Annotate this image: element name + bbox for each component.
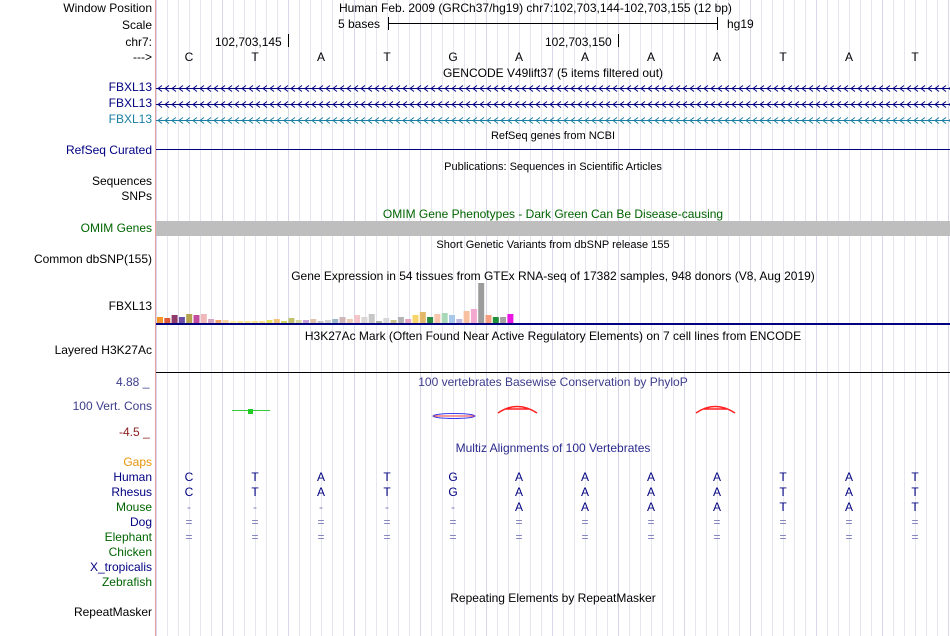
aligned-base: = — [251, 530, 259, 544]
gtex-tissue-bar — [230, 321, 236, 323]
scale-bar-right-tick — [717, 17, 718, 30]
aligned-base: = — [647, 530, 655, 544]
aligned-base: A — [514, 500, 523, 514]
aligned-base: T — [779, 470, 787, 484]
gtex-tissue-bar — [303, 320, 309, 323]
aligned-base: T — [911, 485, 919, 499]
gtex-tissue-bar — [252, 321, 258, 323]
aligned-base: A — [844, 485, 853, 499]
dna-base: A — [316, 50, 325, 64]
chrom-label: chr7: — [125, 35, 152, 49]
gtex-tissue-bar — [172, 315, 178, 323]
aligned-base: A — [316, 470, 325, 484]
gtex-tissue-bar — [471, 309, 477, 323]
gtex-tissue-bar — [376, 321, 382, 323]
window-position-value: Human Feb. 2009 (GRCh37/hg19) chr7:102,703,144-102,703,155 (12 bp) — [339, 1, 732, 15]
aligned-base: C — [184, 485, 194, 499]
repeatmasker-label[interactable]: RepeatMasker — [73, 605, 152, 619]
gtex-tissue-bar — [281, 321, 287, 323]
scale-bar-left-tick — [388, 17, 389, 30]
aligned-base: A — [580, 485, 589, 499]
coordinate-tick-label: 102,703,145 — [215, 35, 282, 49]
gtex-tissue-bar — [164, 318, 170, 323]
gtex-tissue-bar — [427, 317, 433, 323]
species-label[interactable]: Elephant — [104, 530, 152, 544]
gtex-tissue-bar — [442, 313, 448, 323]
dna-base: A — [712, 50, 721, 64]
gtex-tissue-bar — [267, 320, 273, 323]
gtex-tissue-bar — [296, 320, 302, 323]
h3k27ac-track-title[interactable]: H3K27Ac Mark (Often Found Near Active Regulatory Elements) on 7 cell lines from ENCODE — [304, 329, 802, 343]
gtex-tissue-bar — [354, 315, 360, 323]
dna-base: T — [251, 50, 259, 64]
coordinate-tick — [618, 34, 619, 47]
aligned-base: T — [383, 470, 391, 484]
aligned-base: T — [911, 500, 919, 514]
coordinate-tick — [288, 34, 289, 47]
gencode-gene-label[interactable]: FBXL13 — [108, 80, 152, 94]
gtex-tissue-bar — [201, 314, 207, 323]
aligned-base: = — [251, 515, 259, 529]
dna-base: T — [383, 50, 391, 64]
aligned-base: A — [646, 500, 655, 514]
omim-gene-feature[interactable] — [156, 221, 950, 236]
gtex-tissue-bar — [500, 317, 506, 323]
gencode-gene-label[interactable]: FBXL13 — [108, 112, 152, 126]
species-label[interactable]: Mouse — [115, 500, 152, 514]
repeatmasker-track-title[interactable]: Repeating Elements by RepeatMasker — [450, 591, 656, 605]
aligned-base: A — [514, 470, 523, 484]
gtex-expression-chart[interactable] — [156, 283, 950, 327]
window-position-label: Window Position — [63, 1, 152, 15]
aligned-base: G — [448, 485, 458, 499]
gtex-tissue-bar — [245, 321, 251, 323]
gtex-tissue-bar — [325, 320, 331, 323]
gtex-tissue-bar — [157, 317, 163, 323]
gtex-tissue-bar — [478, 283, 484, 323]
gtex-tissue-bar — [194, 315, 200, 323]
dna-base: A — [646, 50, 655, 64]
aligned-base: T — [779, 485, 787, 499]
aligned-base: G — [448, 470, 458, 484]
aligned-base: = — [845, 530, 853, 544]
aligned-base: A — [712, 485, 721, 499]
gtex-tissue-bar — [456, 319, 462, 323]
gtex-tissue-bar — [486, 315, 492, 323]
aligned-base: = — [449, 515, 457, 529]
species-label[interactable]: Dog — [129, 515, 152, 529]
dna-base: T — [779, 50, 787, 64]
aligned-base: = — [581, 515, 589, 529]
aligned-base: - — [253, 500, 257, 514]
aligned-base: A — [646, 485, 655, 499]
aligned-base: A — [580, 470, 589, 484]
omim-genes-label[interactable]: OMIM Genes — [80, 221, 152, 235]
species-label[interactable]: Human — [113, 470, 152, 484]
aligned-base: = — [185, 515, 193, 529]
h3k27ac-label[interactable]: Layered H3K27Ac — [54, 343, 152, 357]
conservation-label[interactable]: 100 Vert. Cons — [72, 399, 152, 413]
aligned-base: A — [646, 470, 655, 484]
aligned-base: T — [779, 500, 787, 514]
gtex-tissue-bar — [259, 321, 265, 323]
gencode-track-title[interactable]: GENCODE V49lift37 (5 items filtered out) — [442, 66, 664, 80]
aligned-base: - — [319, 500, 323, 514]
gtex-tissue-bar — [398, 317, 404, 323]
refseq-track-title[interactable]: RefSeq genes from NCBI — [490, 130, 616, 142]
gtex-tissue-bar — [493, 317, 499, 323]
gtex-tissue-bar — [186, 314, 192, 323]
coordinate-tick-label: 102,703,150 — [545, 35, 612, 49]
aligned-base: = — [647, 515, 655, 529]
conservation-mark — [696, 407, 735, 414]
aligned-base: A — [712, 500, 721, 514]
gtex-tissue-bar — [361, 317, 367, 323]
scale-right-text: hg19 — [727, 17, 754, 31]
species-label[interactable]: Rhesus — [111, 485, 152, 499]
conservation-mark — [498, 407, 537, 414]
dna-base: G — [448, 50, 458, 64]
aligned-base: = — [515, 515, 523, 529]
aligned-base: = — [317, 530, 325, 544]
gtex-tissue-bar — [383, 318, 389, 323]
gtex-tissue-bar — [318, 321, 324, 323]
aligned-base: = — [911, 515, 919, 529]
gtex-tissue-bar — [237, 321, 243, 323]
gtex-tissue-bar — [449, 315, 455, 323]
aligned-base: A — [580, 500, 589, 514]
publications-sequences-label[interactable]: Sequences — [91, 174, 152, 188]
dna-base: A — [580, 50, 589, 64]
aligned-base: - — [451, 500, 455, 514]
dbsnp-label[interactable]: Common dbSNP(155) — [33, 252, 152, 266]
aligned-base: T — [911, 470, 919, 484]
species-label[interactable]: Zebrafish — [101, 575, 152, 589]
aligned-base: A — [712, 470, 721, 484]
aligned-base: - — [385, 500, 389, 514]
conservation-graph[interactable] — [156, 402, 950, 422]
gencode-gene-label[interactable]: FBXL13 — [108, 96, 152, 110]
aligned-base: = — [779, 515, 787, 529]
publications-track-title[interactable]: Publications: Sequences in Scientific Articles — [444, 161, 662, 173]
dbsnp-track-title[interactable]: Short Genetic Variants from dbSNP release 155 — [436, 239, 670, 251]
gtex-tissue-bar — [464, 311, 470, 323]
refseq-gene-line[interactable] — [156, 149, 950, 150]
gencode-gene-models[interactable] — [156, 82, 950, 126]
aligned-base: A — [844, 500, 853, 514]
aligned-base: = — [185, 530, 193, 544]
gtex-gene-label[interactable]: FBXL13 — [108, 299, 152, 313]
gtex-tissue-bar — [179, 317, 185, 323]
aligned-base: - — [187, 500, 191, 514]
aligned-base: = — [779, 530, 787, 544]
omim-track-title[interactable]: OMIM Gene Phenotypes - Dark Green Can Be Disease-causing — [382, 207, 724, 221]
dna-base: A — [514, 50, 523, 64]
scale-left-text: 5 bases — [338, 17, 381, 31]
aligned-base: A — [316, 485, 325, 499]
publications-snps-label[interactable]: SNPs — [121, 189, 152, 203]
dna-base: T — [911, 50, 919, 64]
conservation-min-label: -4.5 _ — [119, 425, 150, 439]
aligned-base: = — [713, 530, 721, 544]
aligned-base: = — [911, 530, 919, 544]
aligned-base: C — [184, 470, 194, 484]
aligned-base: = — [317, 515, 325, 529]
gtex-tissue-bar — [274, 319, 280, 323]
aligned-base: = — [383, 515, 391, 529]
conservation-track-title[interactable]: 100 vertebrates Basewise Conservation by PhyloP — [418, 375, 688, 389]
species-label[interactable]: X_tropicalis — [89, 560, 152, 574]
gtex-tissue-bar — [507, 314, 513, 323]
gtex-tissue-bar — [208, 319, 214, 323]
gtex-tissue-bar — [405, 319, 411, 323]
h3k27ac-baseline — [156, 372, 950, 373]
aligned-base: T — [251, 470, 259, 484]
gtex-tissue-bar — [215, 320, 221, 323]
scale-bar — [388, 23, 717, 24]
aligned-base: T — [383, 485, 391, 499]
refseq-curated-label[interactable]: RefSeq Curated — [65, 143, 152, 157]
dna-base: A — [844, 50, 853, 64]
dna-base: C — [184, 50, 194, 64]
aligned-base: T — [251, 485, 259, 499]
gtex-tissue-bar — [340, 317, 346, 323]
conservation-mark — [248, 409, 253, 414]
aligned-base: = — [845, 515, 853, 529]
gtex-tissue-bar — [332, 319, 338, 323]
strand-label: ---> — [133, 50, 152, 64]
aligned-base: = — [383, 530, 391, 544]
aligned-base: A — [514, 485, 523, 499]
gaps-label[interactable]: Gaps — [123, 455, 152, 469]
gtex-tissue-bar — [369, 314, 375, 323]
aligned-base: = — [713, 515, 721, 529]
conservation-max-label: 4.88 _ — [116, 375, 150, 389]
gtex-tissue-bar — [310, 319, 316, 323]
gtex-tissue-bar — [420, 312, 426, 323]
gtex-tissue-bar — [413, 315, 419, 323]
gtex-tissue-bar — [434, 314, 440, 323]
gtex-tissue-bar — [288, 318, 294, 323]
aligned-base: = — [449, 530, 457, 544]
aligned-base: = — [581, 530, 589, 544]
gtex-tissue-bar — [223, 320, 229, 323]
gtex-tissue-bar — [391, 320, 397, 323]
gtex-tissue-bar — [347, 319, 353, 323]
multiz-track-title[interactable]: Multiz Alignments of 100 Vertebrates — [455, 441, 651, 455]
gtex-track-title[interactable]: Gene Expression in 54 tissues from GTEx RNA-seq of 17382 samples, 948 donors (V8, Aug 2019) — [291, 269, 815, 283]
aligned-base: = — [515, 530, 523, 544]
scale-label: Scale — [121, 18, 152, 32]
aligned-base: A — [844, 470, 853, 484]
species-label[interactable]: Chicken — [108, 545, 152, 559]
